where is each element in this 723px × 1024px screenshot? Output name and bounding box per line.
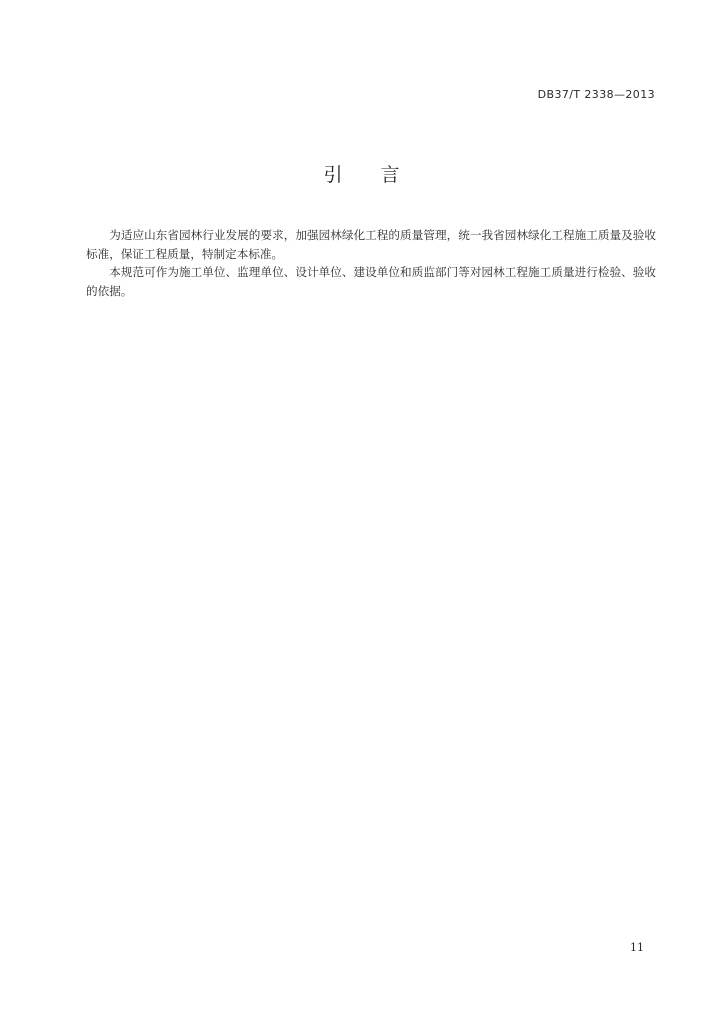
title-char-1: 引 [323,164,343,186]
title-char-2: 言 [380,164,400,186]
paragraph-1: 为适应山东省园林行业发展的要求，加强园林绿化工程的质量管理，统一我省园林绿化工程施工质量及验收标准，保证工程质量，特制定本标准。 [86,228,656,261]
paragraph-2: 本规范可作为施工单位、监理单位、设计单位、建设单位和质监部门等对园林工程施工质量进行检验、验收的依据。 [86,265,656,298]
body-text [86,226,656,300]
page-title [0,160,723,187]
standard-code: DB37/T 2338—2013 [537,88,655,101]
page-number: 11 [630,941,644,954]
